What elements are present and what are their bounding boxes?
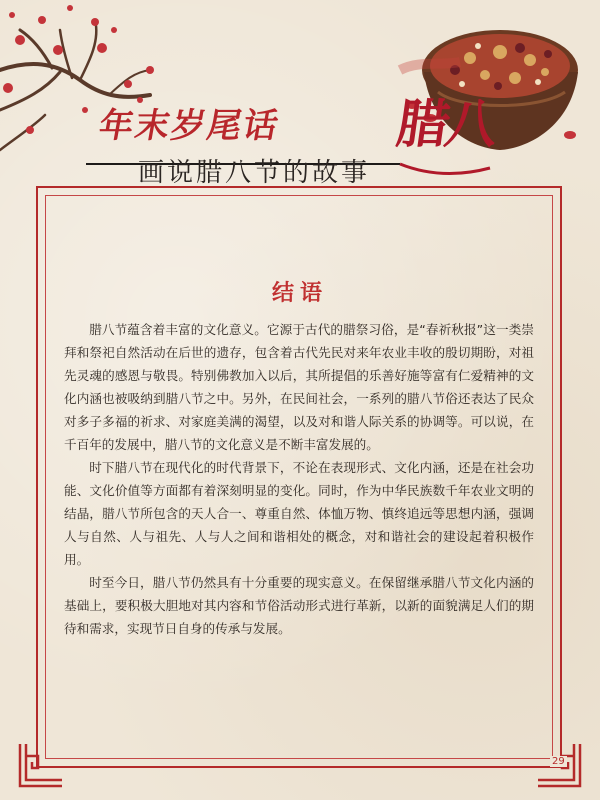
corner-ornament-bottom-left	[18, 742, 64, 788]
section-title: 结语	[271, 281, 328, 306]
paragraph: 时下腊八节在现代化的时代背景下，不论在表现形式、文化内涵，还是在社会功能、文化价值等方面都有着深刻明显的变化。同时，作为中华民族数千年农业文明的结晶，腊八节所包含的天人合一、尊重自然、体恤万物、慎终追远等思想内涵，强调人与自然、人与祖先、人与人之间和谐相处的概念，对和谐社会的建设起着积极作用。	[64, 460, 534, 567]
paragraph: 时至今日，腊八节仍然具有十分重要的现实意义。在保留继承腊八节文化内涵的基础上，要积极大胆地对其内容和节俗活动形式进行革新，以新的面貌满足人们的期待和需求，实现节日自身的传承与发展。	[64, 575, 534, 636]
header-title-emphasis: 腊八	[393, 94, 498, 155]
title-brush-flourish	[400, 164, 490, 174]
header-subtitle: 画说腊八节的故事	[138, 158, 371, 188]
page-number: 29	[552, 756, 565, 767]
article-body	[64, 318, 534, 640]
header-title: 年末岁尾话	[95, 106, 283, 146]
paragraph: 腊八节蕴含着丰富的文化意义。它源于古代的腊祭习俗，是“春祈秋报”这一类崇拜和祭祀自然活动在后世的遗存，包含着古代先民对来年农业丰收的殷切期盼，对祖先灵魂的感恩与敬畏。特别佛教加入以后，其所提倡的乐善好施等富有仁爱精神的文化内涵也被吸纳到腊八节之中。另外，在民间社会，一系列的腊八节俗还表达了民众对多子多福的祈求、对家庭美满的渴望，以及对和谐人际关系的协调等。可以说，在千百年的发展中，腊八节的文化意义是不断丰富发展的。	[64, 322, 534, 452]
